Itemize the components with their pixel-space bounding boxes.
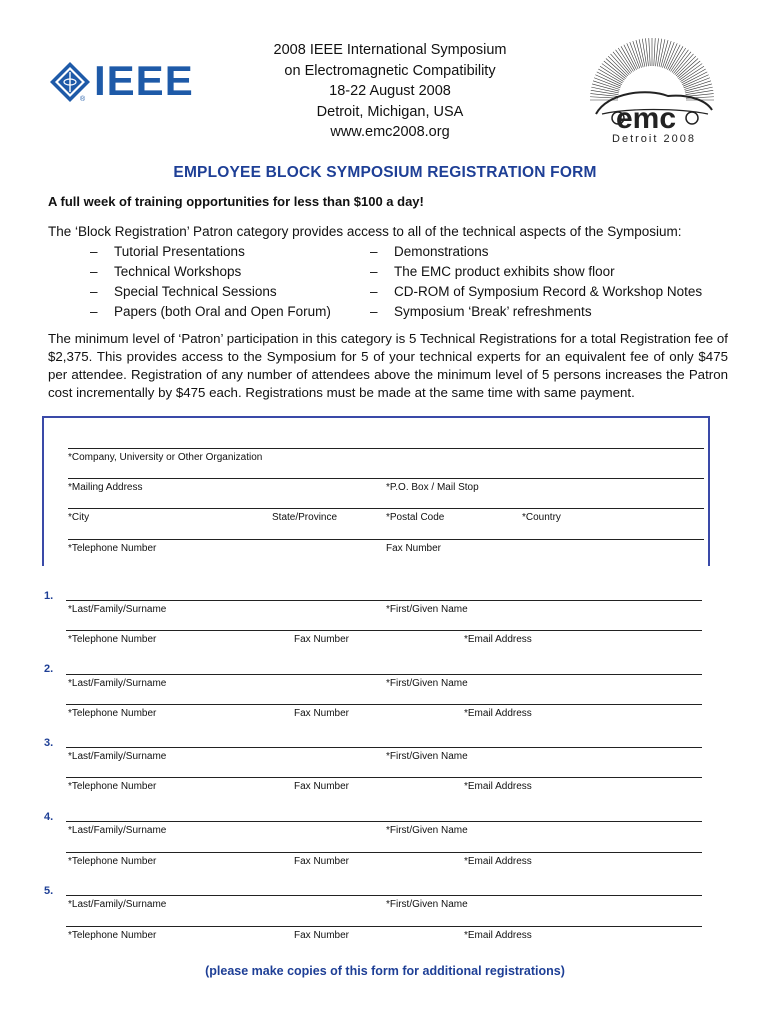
attendee-number: 2. bbox=[44, 663, 54, 675]
attendee-number: 4. bbox=[44, 811, 54, 823]
attendee-contact-field[interactable] bbox=[66, 926, 702, 927]
organization-section bbox=[42, 416, 710, 566]
sunburst-ray bbox=[683, 75, 709, 86]
state-label: State/Province bbox=[272, 512, 338, 523]
header-website: www.emc2008.org bbox=[330, 124, 450, 140]
last-name-label: *Last/Family/Surname bbox=[68, 604, 167, 615]
last-name-label: *Last/Family/Surname bbox=[68, 825, 167, 836]
first-name-label: *First/Given Name bbox=[386, 678, 468, 689]
fax-label: Fax Number bbox=[294, 856, 350, 867]
sunburst-ray bbox=[649, 38, 650, 66]
telephone-label: *Telephone Number bbox=[68, 781, 157, 792]
sunburst-ray bbox=[627, 43, 638, 69]
pricing-paragraph: The minimum level of ‘Patron’ participation in this category is 5 Technical Registrations for a total Registration fee of $2,375. This provides access to the Symposium for 5 of your technical experts for an equivalent fee of only $475 per attendee. Registration of any number of attendees above the minimum level of 5 persons increases the Patron cost incrementally by $475 each. Registrations must be made at the same time with same payment. bbox=[48, 331, 728, 400]
po-box-label: *P.O. Box / Mail Stop bbox=[386, 482, 479, 493]
header-line: 18-22 August 2008 bbox=[329, 83, 451, 99]
header-line: Detroit, Michigan, USA bbox=[316, 103, 464, 120]
email-label: *Email Address bbox=[464, 856, 532, 867]
first-name-label: *First/Given Name bbox=[386, 899, 468, 910]
company-label: *Company, University or Other Organization bbox=[68, 452, 263, 463]
city-label: *City bbox=[68, 512, 90, 523]
bullet-item: – Demonstrations bbox=[370, 244, 489, 259]
sunburst-ray bbox=[608, 56, 628, 76]
attendee-name-field[interactable] bbox=[66, 600, 702, 601]
header-line: on Electromagnetic Compatibility bbox=[284, 62, 496, 79]
bullet-item: – Papers (both Oral and Open Forum) bbox=[90, 304, 331, 319]
sunburst-ray bbox=[595, 75, 621, 86]
email-label: *Email Address bbox=[464, 708, 532, 719]
emc-logo-subtext: Detroit 2008 bbox=[612, 133, 696, 145]
attendee-name-field[interactable] bbox=[66, 747, 702, 748]
emc-logo-text: emc bbox=[615, 102, 677, 135]
subtitle: A full week of training opportunities for less than $100 a day! bbox=[48, 194, 424, 209]
city-field[interactable] bbox=[68, 508, 704, 509]
attendee-number: 5. bbox=[44, 885, 54, 897]
first-name-label: *First/Given Name bbox=[386, 825, 468, 836]
attendee-contact-field[interactable] bbox=[66, 777, 702, 778]
intro-text: The ‘Block Registration’ Patron category provides access to all of the technical aspects of the Symposium: bbox=[48, 224, 682, 239]
registered-mark: ® bbox=[80, 96, 86, 103]
email-label: *Email Address bbox=[464, 781, 532, 792]
attendee-contact-field[interactable] bbox=[66, 704, 702, 705]
sunburst-ray bbox=[666, 43, 677, 69]
emc-logo bbox=[588, 22, 716, 146]
telephone-label: *Telephone Number bbox=[68, 708, 157, 719]
ieee-logo-text: IEEE bbox=[94, 57, 194, 104]
telephone-label: *Telephone Number bbox=[68, 856, 157, 867]
attendee-name-field[interactable] bbox=[66, 895, 702, 896]
bullet-item: – Tutorial Presentations bbox=[90, 244, 245, 259]
fax-label: Fax Number bbox=[294, 930, 350, 941]
telephone-label: *Telephone Number bbox=[68, 930, 157, 941]
attendee-contact-field[interactable] bbox=[66, 852, 702, 853]
company-field[interactable] bbox=[68, 448, 704, 449]
bullet-item: – Technical Workshops bbox=[90, 264, 242, 279]
attendee-number: 1. bbox=[44, 590, 54, 602]
attendee-name-field[interactable] bbox=[66, 821, 702, 822]
fax-label: Fax Number bbox=[386, 543, 442, 554]
first-name-label: *First/Given Name bbox=[386, 751, 468, 762]
first-name-label: *First/Given Name bbox=[386, 604, 468, 615]
country-label: *Country bbox=[522, 512, 561, 523]
fax-label: Fax Number bbox=[294, 708, 350, 719]
form-title: EMPLOYEE BLOCK SYMPOSIUM REGISTRATION FORM bbox=[173, 164, 597, 181]
attendee-contact-field[interactable] bbox=[66, 630, 702, 631]
last-name-label: *Last/Family/Surname bbox=[68, 751, 167, 762]
last-name-label: *Last/Family/Surname bbox=[68, 678, 167, 689]
telephone-label: *Telephone Number bbox=[68, 543, 157, 554]
sunburst-ray bbox=[676, 56, 696, 76]
fax-label: Fax Number bbox=[294, 634, 350, 645]
bullet-item: – CD-ROM of Symposium Record & Workshop Notes bbox=[370, 284, 703, 299]
email-label: *Email Address bbox=[464, 930, 532, 941]
symposium-header bbox=[200, 40, 580, 143]
fax-label: Fax Number bbox=[294, 781, 350, 792]
attendee-name-field[interactable] bbox=[66, 674, 702, 675]
bullet-item: – Symposium ‘Break’ refreshments bbox=[370, 304, 592, 319]
last-name-label: *Last/Family/Surname bbox=[68, 899, 167, 910]
attendee-number: 3. bbox=[44, 737, 54, 749]
email-label: *Email Address bbox=[464, 634, 532, 645]
postal-code-label: *Postal Code bbox=[386, 512, 445, 523]
telephone-field[interactable] bbox=[68, 539, 704, 540]
bullet-item: – Special Technical Sessions bbox=[90, 284, 277, 299]
header-line: 2008 IEEE International Symposium bbox=[273, 42, 507, 58]
footer-note: (please make copies of this form for additional registrations) bbox=[205, 964, 565, 978]
sunburst-ray bbox=[654, 38, 655, 66]
bullet-item: – The EMC product exhibits show floor bbox=[370, 264, 615, 279]
mailing-address-label: *Mailing Address bbox=[68, 482, 143, 493]
mailing-address-field[interactable] bbox=[68, 478, 704, 479]
telephone-label: *Telephone Number bbox=[68, 634, 157, 645]
